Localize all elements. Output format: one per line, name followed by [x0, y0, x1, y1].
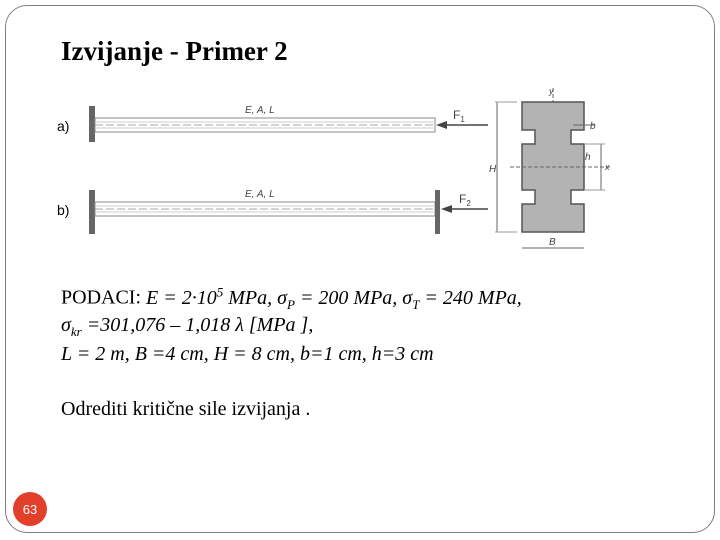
dim-h-label: h — [585, 152, 591, 163]
cross-section — [495, 88, 610, 248]
force-arrow-b — [441, 205, 488, 213]
force-a-label: $F_1$ — [453, 108, 465, 124]
beam-b — [95, 202, 435, 216]
guided-support-b — [435, 190, 440, 234]
beam-a — [95, 118, 435, 132]
fixed-support-b — [89, 190, 95, 234]
data-line-3: L = 2 m, B =4 cm, H = 8 cm, b=1 cm, h=3 cm — [61, 343, 434, 365]
page-number-badge: 63 — [13, 492, 47, 526]
data-line-1: PODACI: $E = 2\cdot 10^5$ MPa, $\sigma_P = 200$ MPa, $\sigma_T = 240$ MPa, — [61, 284, 522, 312]
force-b-label: $F_2$ — [459, 192, 471, 208]
beam-figure — [55, 80, 625, 260]
dim-H-label: H — [489, 164, 497, 175]
beam-diagram — [55, 80, 625, 255]
beam-b-label: E, A, L — [245, 189, 275, 200]
fixed-support-a — [89, 106, 95, 142]
case-a-label: a) — [57, 118, 70, 134]
x-axis-label: x — [605, 162, 610, 172]
beam-a-label: E, A, L — [245, 105, 275, 116]
slide-title: Izvijanje - Primer 2 — [61, 36, 288, 66]
data-line-2: $\sigma_{kr} =301,076 - 1,018$ λ [MPa ], — [61, 314, 314, 339]
case-b-label: b) — [57, 202, 70, 218]
dim-B-label: B — [549, 237, 556, 248]
dim-b-label: b — [590, 121, 596, 132]
task-text: Odrediti kritične sile izvijanja . — [61, 398, 311, 420]
y-axis-label: y — [549, 86, 554, 96]
